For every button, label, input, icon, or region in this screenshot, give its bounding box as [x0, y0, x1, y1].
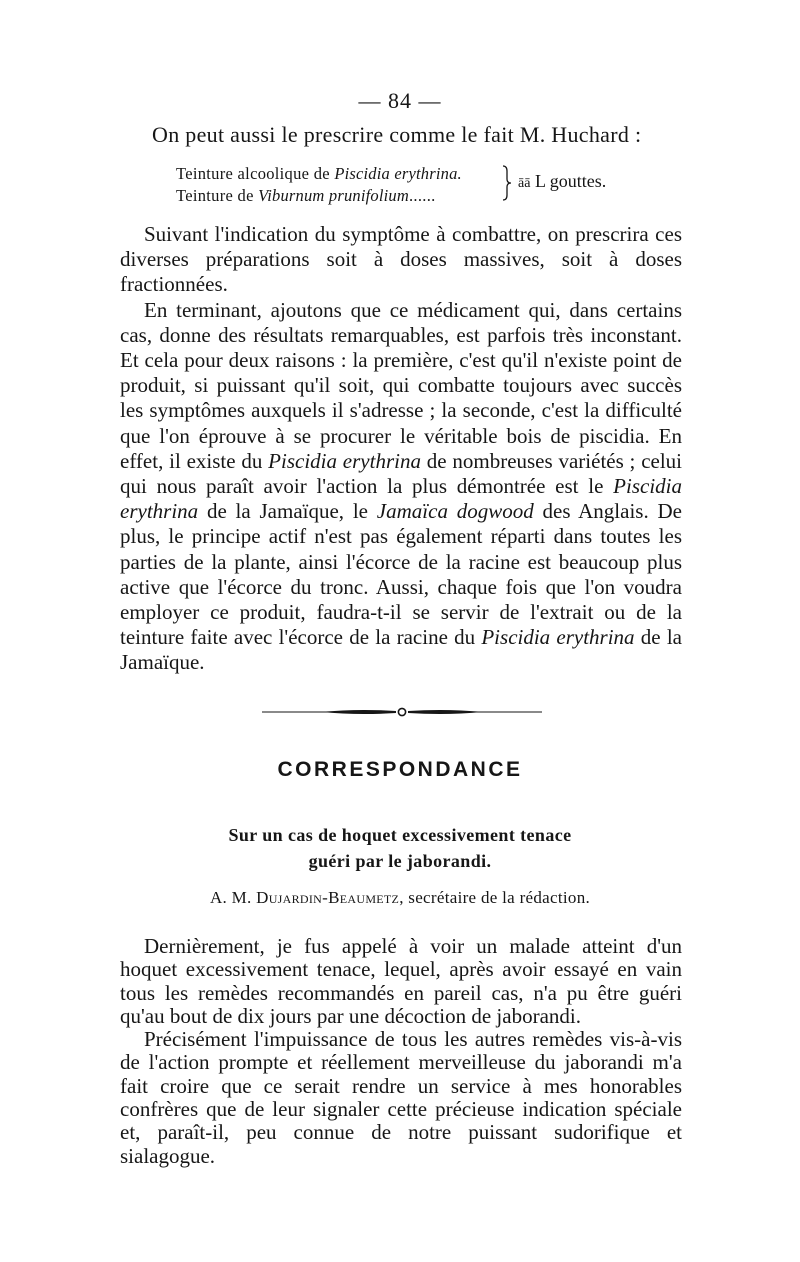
page-number: — 84 —: [358, 88, 442, 113]
paragraph-indication: Suivant l'indication du symptôme à combattre, on prescrira ces diverses préparations soit à doses massives, soit à doses fractionnées.: [120, 222, 682, 297]
letter-paragraph-2: Précisément l'impuissance de tous les autres remèdes vis-à-vis de l'action prompte et réellement merveilleuse du jaborandi m'a fait croire que ce serait rendre un service à mes honorables confrères que de leur signaler cette précieuse indication spéciale et, paraît-il, peu connue de notre puissant sudorifique et sialagogue.: [120, 1027, 682, 1168]
formula-dose: [518, 171, 606, 192]
letter-body: [120, 935, 682, 1168]
formula-line-2-plant: Viburnum prunifolium: [258, 186, 409, 205]
letter-paragraph-1: Dernièrement, je fus appelé à voir un malade atteint d'un hoquet excessivement tenace, lequel, après avoir essayé en vain tous les remèdes recommandés en pareil cas, n'a pu être guéri qu'au bout de dix jours par une décoction de jaborandi.: [120, 934, 682, 1028]
article-title: [0, 822, 800, 874]
article-title-line-2: guéri par le jaborandi.: [308, 851, 492, 871]
section-title: CORRESPONDANCE: [277, 758, 523, 781]
article-title-line-1: Sur un cas de hoquet excessivement tenace: [228, 825, 572, 845]
byline: [0, 888, 800, 908]
conclusion-plant-4: Piscidia erythrina: [481, 625, 635, 650]
byline-role: , secrétaire de la rédaction.: [399, 888, 591, 907]
byline-author: Dujardin-Beaumetz: [256, 888, 400, 907]
paragraph-conclusion: [120, 298, 682, 676]
conclusion-text-5: de la Jamaïque.: [120, 625, 682, 675]
formula-dose-amount: L gouttes.: [534, 171, 607, 191]
curly-brace-icon: [502, 165, 512, 201]
conclusion-plant-3: Jamaïca dogwood: [376, 499, 534, 524]
article-body: [120, 222, 682, 676]
formula-line-2-dots: ......: [409, 186, 436, 205]
conclusion-text-4: des Anglais. De plus, le principe actif n'est pas également réparti dans toutes les parties de la plante, ainsi l'écorce de la racine est beaucoup plus active que l'écorce du tronc. Aussi, chaque fois que l'on voudra employer ce produit, faudra-t-il se servir de l'extrait ou de la teinture faite avec l'écorce de la racine du: [120, 499, 682, 650]
formula-line-1-text: Teinture alcoolique de: [176, 164, 335, 183]
conclusion-text-2: de nombreuses variétés ; celui qui nous paraît avoir l'action la plus démontrée est le: [120, 448, 682, 499]
ornamental-divider: [262, 704, 542, 720]
conclusion-text-3: de la Jamaïque, le: [198, 499, 377, 524]
conclusion-plant-2: Piscidia erythrina: [120, 474, 682, 524]
formula-line-2-text: Teinture de: [176, 186, 259, 205]
formula-dose-aa: āā: [518, 176, 531, 191]
conclusion-text-1: En terminant, ajoutons que ce médicament qui, dans certains cas, donne des résultats remarquables, est parfois très inconstant. Et cela pour deux raisons : la première, c'est qu'il n'existe point de produit, si puissant qu'il soit, qui combatte toujours avec succès les symptômes auxquels il s'adresse ; la seconde, c'est la difficulté que l'on éprouve à se procurer le véritable bois de piscidia. En effet, il existe du: [120, 297, 682, 473]
prescription-formula: [176, 163, 646, 207]
intro-line: On peut aussi le prescrire comme le fait M. Huchard :: [152, 122, 642, 147]
conclusion-plant-1: Piscidia erythrina: [268, 448, 421, 473]
byline-initials: A. M.: [209, 888, 257, 907]
formula-line-1-plant: Piscidia erythrina.: [334, 164, 462, 183]
